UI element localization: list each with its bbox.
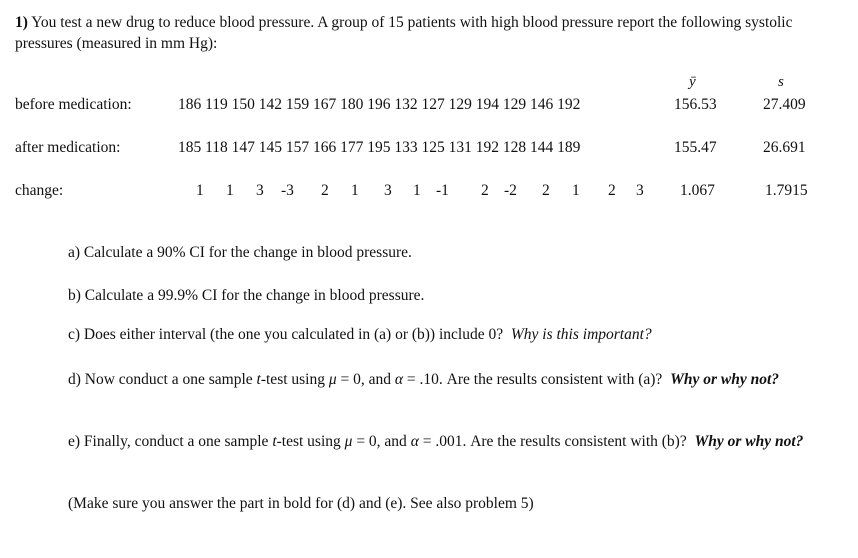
question-e — [68, 432, 828, 451]
mu-symbol: μ — [344, 433, 353, 450]
question-e-bold: Why or why not? — [694, 433, 804, 450]
question-d-text: d) Now conduct a one sample — [68, 371, 253, 388]
question-d-text: = .10. Are the results consistent with (a)? — [406, 371, 663, 388]
question-c-emphasis: Why is this important? — [510, 326, 652, 343]
question-e-text: = 0, and — [356, 433, 407, 450]
problem-text: You test a new drug to reduce blood pressure. A group of 15 patients with high blood pressure report the following systolic pressures (measured in mm Hg): — [15, 14, 793, 52]
sd-header: s — [778, 74, 784, 90]
closing-note: (Make sure you answer the part in bold for (d) and (e). See also problem 5) — [68, 495, 534, 512]
change-label: change: — [15, 182, 64, 199]
change-value: 1 — [413, 182, 421, 199]
change-value: 3 — [636, 182, 644, 199]
question-b: b) Calculate a 99.9% CI for the change in blood pressure. — [68, 287, 425, 304]
change-value: -1 — [436, 182, 449, 199]
change-sd: 1.7915 — [765, 182, 808, 199]
question-d-text: = 0, and — [340, 371, 392, 388]
change-value: 1 — [196, 182, 204, 199]
change-value: -3 — [281, 182, 294, 199]
alpha-symbol: α — [410, 433, 419, 450]
t-symbol: t — [256, 371, 261, 388]
question-e-text: = .001. Are the results consistent with (b)? — [422, 433, 687, 450]
after-label: after medication: — [15, 139, 121, 156]
mean-header: ȳ — [689, 74, 696, 90]
change-value: 2 — [321, 182, 329, 199]
after-values: 185 118 147 145 157 166 177 195 133 125 131 192 128 144 189 — [178, 139, 581, 156]
question-d-bold: Why or why not? — [670, 371, 780, 388]
change-value: 3 — [256, 182, 264, 199]
question-e-text: -test using — [276, 433, 341, 450]
change-value: 3 — [384, 182, 392, 199]
change-value: -2 — [504, 182, 517, 199]
after-sd: 26.691 — [763, 139, 806, 156]
change-value: 1 — [351, 182, 359, 199]
change-value: 2 — [608, 182, 616, 199]
question-a: a) Calculate a 90% CI for the change in blood pressure. — [68, 244, 412, 261]
change-values — [196, 182, 648, 202]
t-symbol: t — [272, 433, 277, 450]
before-mean: 156.53 — [674, 96, 717, 113]
before-values: 186 119 150 142 159 167 180 196 132 127 129 194 129 146 192 — [178, 96, 581, 113]
change-mean: 1.067 — [680, 182, 715, 199]
question-d-text: -test using — [260, 371, 325, 388]
change-value: 1 — [226, 182, 234, 199]
question-c-text: c) Does either interval (the one you calculated in (a) or (b)) include 0? — [68, 326, 504, 343]
change-value: 1 — [572, 182, 580, 199]
question-d — [68, 370, 828, 389]
problem-number: 1) — [15, 14, 28, 31]
problem-intro — [15, 12, 845, 54]
alpha-symbol: α — [394, 371, 404, 388]
question-c — [68, 325, 828, 344]
mu-symbol: μ — [328, 371, 337, 388]
question-e-text: e) Finally, conduct a one sample — [68, 433, 269, 450]
after-mean: 155.47 — [674, 139, 717, 156]
change-value: 2 — [481, 182, 489, 199]
before-label: before medication: — [15, 96, 132, 113]
change-value: 2 — [542, 182, 550, 199]
before-sd: 27.409 — [763, 96, 806, 113]
